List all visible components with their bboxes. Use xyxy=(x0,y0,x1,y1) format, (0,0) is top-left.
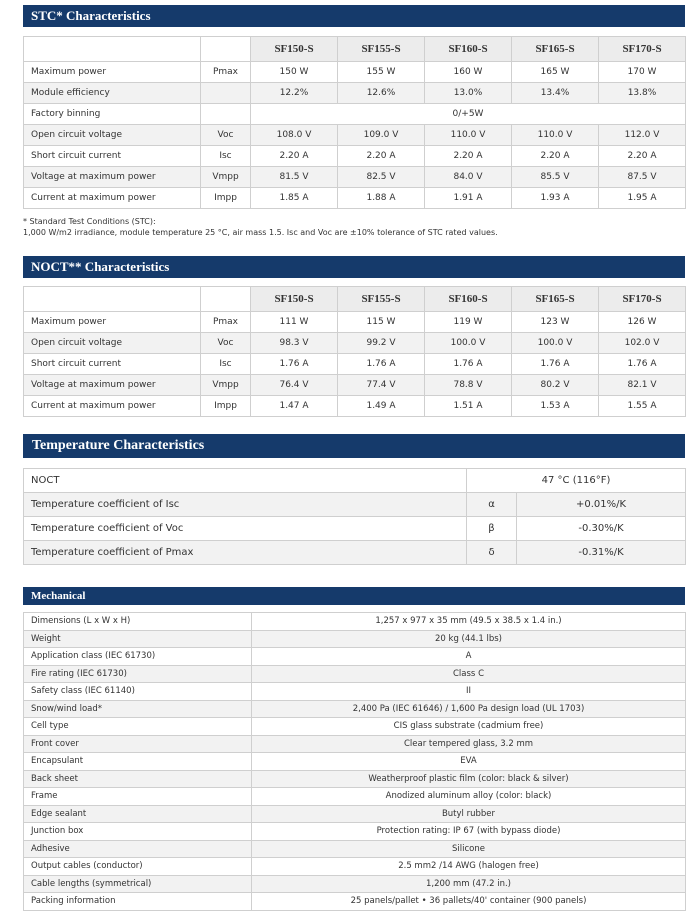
row-label: Open circuit voltage xyxy=(24,125,201,146)
model-header: SF155-S xyxy=(338,37,425,62)
value-cell: 1,200 mm (47.2 in.) xyxy=(252,875,686,893)
row-symbol: β xyxy=(467,517,517,541)
row-label: Module efficiency xyxy=(24,83,201,104)
value-cell: 1.85 A xyxy=(251,188,338,209)
row-label: Voltage at maximum power xyxy=(24,375,201,396)
table-row xyxy=(24,788,686,806)
noct-title: NOCT** Characteristics xyxy=(31,259,170,274)
value-cell: 1.76 A xyxy=(251,354,338,375)
value-cell: 80.2 V xyxy=(512,375,599,396)
noct-section-header xyxy=(23,256,685,278)
table-row xyxy=(24,613,686,631)
row-label: Maximum power xyxy=(24,62,201,83)
noct-header-row xyxy=(24,287,686,312)
model-header: SF160-S xyxy=(425,287,512,312)
table-row xyxy=(24,493,686,517)
table-row xyxy=(24,354,686,375)
table-row xyxy=(24,469,686,493)
value-cell: 1,257 x 977 x 35 mm (49.5 x 38.5 x 1.4 in.) xyxy=(252,613,686,631)
value-cell: 160 W xyxy=(425,62,512,83)
value-cell: 98.3 V xyxy=(251,333,338,354)
value-cell: 1.93 A xyxy=(512,188,599,209)
value-cell: 115 W xyxy=(338,312,425,333)
value-cell: 82.1 V xyxy=(599,375,686,396)
value-cell: 126 W xyxy=(599,312,686,333)
value-cell: 2.20 A xyxy=(425,146,512,167)
value-cell: 1.47 A xyxy=(251,396,338,417)
value-cell: 85.5 V xyxy=(512,167,599,188)
value-cell: 12.2% xyxy=(251,83,338,104)
value-cell: 2.20 A xyxy=(512,146,599,167)
row-label: Snow/wind load* xyxy=(24,700,252,718)
row-label: Cell type xyxy=(24,718,252,736)
row-label: Edge sealant xyxy=(24,805,252,823)
table-row xyxy=(24,753,686,771)
value-cell: 1.55 A xyxy=(599,396,686,417)
value-cell: EVA xyxy=(252,753,686,771)
row-label: Front cover xyxy=(24,735,252,753)
footnote-line: * Standard Test Conditions (STC): xyxy=(23,217,156,226)
blank-cell xyxy=(24,287,201,312)
table-row xyxy=(24,62,686,83)
table-row xyxy=(24,188,686,209)
value-cell: II xyxy=(252,683,686,701)
table-row xyxy=(24,735,686,753)
mechanical-table xyxy=(23,612,686,911)
table-row xyxy=(24,858,686,876)
value-cell: 1.51 A xyxy=(425,396,512,417)
row-label: Application class (IEC 61730) xyxy=(24,648,252,666)
row-label: Safety class (IEC 61140) xyxy=(24,683,252,701)
value-cell: -0.31%/K xyxy=(517,541,686,565)
table-row xyxy=(24,875,686,893)
row-symbol: Impp xyxy=(201,396,251,417)
value-cell-span: 0/+5W xyxy=(251,104,686,125)
value-cell: 76.4 V xyxy=(251,375,338,396)
value-cell: 111 W xyxy=(251,312,338,333)
value-cell: 100.0 V xyxy=(512,333,599,354)
value-cell: 2.20 A xyxy=(338,146,425,167)
row-symbol: Vmpp xyxy=(201,167,251,188)
model-header: SF150-S xyxy=(251,287,338,312)
row-label: Open circuit voltage xyxy=(24,333,201,354)
value-cell: 110.0 V xyxy=(512,125,599,146)
value-cell: 84.0 V xyxy=(425,167,512,188)
model-header: SF170-S xyxy=(599,37,686,62)
value-cell: 119 W xyxy=(425,312,512,333)
value-cell: 87.5 V xyxy=(599,167,686,188)
table-row xyxy=(24,333,686,354)
row-label: Temperature coefficient of Isc xyxy=(24,493,467,517)
table-row xyxy=(24,718,686,736)
value-cell: 1.53 A xyxy=(512,396,599,417)
table-row xyxy=(24,840,686,858)
table-row xyxy=(24,700,686,718)
table-row xyxy=(24,125,686,146)
value-cell: 2.20 A xyxy=(599,146,686,167)
value-cell: 1.76 A xyxy=(338,354,425,375)
value-cell: 47 °C (116°F) xyxy=(467,469,686,493)
table-row xyxy=(24,541,686,565)
table-row xyxy=(24,312,686,333)
mechanical-section-header xyxy=(23,587,685,605)
value-cell: 2.5 mm2 /14 AWG (halogen free) xyxy=(252,858,686,876)
value-cell: 1.88 A xyxy=(338,188,425,209)
value-cell: 25 panels/pallet • 36 pallets/40' container (900 panels) xyxy=(252,893,686,911)
row-label: Fire rating (IEC 61730) xyxy=(24,665,252,683)
value-cell: -0.30%/K xyxy=(517,517,686,541)
table-row xyxy=(24,893,686,911)
row-label: Short circuit current xyxy=(24,146,201,167)
value-cell: 1.91 A xyxy=(425,188,512,209)
value-cell: 81.5 V xyxy=(251,167,338,188)
model-header: SF165-S xyxy=(512,287,599,312)
value-cell: 77.4 V xyxy=(338,375,425,396)
row-label: Frame xyxy=(24,788,252,806)
value-cell: 112.0 V xyxy=(599,125,686,146)
value-cell: 1.76 A xyxy=(425,354,512,375)
model-header: SF155-S xyxy=(338,287,425,312)
row-label: Factory binning xyxy=(24,104,201,125)
value-cell: 78.8 V xyxy=(425,375,512,396)
value-cell: 1.76 A xyxy=(599,354,686,375)
footnote-line: 1,000 W/m2 irradiance, module temperature 25 °C, air mass 1.5. Isc and Voc are ±10% tolerance of STC rated values. xyxy=(23,228,498,237)
row-label: Weight xyxy=(24,630,252,648)
value-cell: 150 W xyxy=(251,62,338,83)
temperature-title: Temperature Characteristics xyxy=(32,438,205,453)
row-label: Output cables (conductor) xyxy=(24,858,252,876)
table-row xyxy=(24,805,686,823)
table-row xyxy=(24,683,686,701)
value-cell: 102.0 V xyxy=(599,333,686,354)
row-label: Cable lengths (symmetrical) xyxy=(24,875,252,893)
value-cell: 100.0 V xyxy=(425,333,512,354)
row-symbol: Voc xyxy=(201,125,251,146)
row-symbol xyxy=(201,83,251,104)
row-label: NOCT xyxy=(24,469,467,493)
blank-cell xyxy=(24,37,201,62)
value-cell: 1.76 A xyxy=(512,354,599,375)
temperature-section-header xyxy=(23,434,685,458)
value-cell: 1.49 A xyxy=(338,396,425,417)
row-label: Back sheet xyxy=(24,770,252,788)
value-cell: Anodized aluminum alloy (color: black) xyxy=(252,788,686,806)
value-cell: Silicone xyxy=(252,840,686,858)
table-row xyxy=(24,665,686,683)
row-label: Temperature coefficient of Voc xyxy=(24,517,467,541)
value-cell: 1.95 A xyxy=(599,188,686,209)
model-header: SF150-S xyxy=(251,37,338,62)
value-cell: Butyl rubber xyxy=(252,805,686,823)
stc-table xyxy=(23,36,686,209)
row-symbol: δ xyxy=(467,541,517,565)
stc-header-row xyxy=(24,37,686,62)
model-header: SF160-S xyxy=(425,37,512,62)
row-symbol: Isc xyxy=(201,354,251,375)
row-symbol: Isc xyxy=(201,146,251,167)
value-cell: Weatherproof plastic film (color: black & silver) xyxy=(252,770,686,788)
row-label: Voltage at maximum power xyxy=(24,167,201,188)
value-cell: Protection rating: IP 67 (with bypass diode) xyxy=(252,823,686,841)
value-cell: 108.0 V xyxy=(251,125,338,146)
stc-section-header xyxy=(23,5,685,27)
value-cell: 13.4% xyxy=(512,83,599,104)
value-cell: 2,400 Pa (IEC 61646) / 1,600 Pa design load (UL 1703) xyxy=(252,700,686,718)
row-symbol: α xyxy=(467,493,517,517)
model-header: SF165-S xyxy=(512,37,599,62)
value-cell: 165 W xyxy=(512,62,599,83)
row-symbol: Pmax xyxy=(201,312,251,333)
value-cell: 99.2 V xyxy=(338,333,425,354)
temperature-table xyxy=(23,468,686,565)
stc-footnote xyxy=(23,216,498,238)
value-cell: 12.6% xyxy=(338,83,425,104)
value-cell: 20 kg (44.1 lbs) xyxy=(252,630,686,648)
value-cell: A xyxy=(252,648,686,666)
blank-cell xyxy=(201,287,251,312)
table-row xyxy=(24,146,686,167)
value-cell: 13.8% xyxy=(599,83,686,104)
value-cell: 109.0 V xyxy=(338,125,425,146)
table-row xyxy=(24,375,686,396)
table-row xyxy=(24,823,686,841)
row-symbol xyxy=(201,104,251,125)
row-symbol: Vmpp xyxy=(201,375,251,396)
row-label: Temperature coefficient of Pmax xyxy=(24,541,467,565)
table-row xyxy=(24,104,686,125)
value-cell: 110.0 V xyxy=(425,125,512,146)
value-cell: 13.0% xyxy=(425,83,512,104)
row-symbol: Impp xyxy=(201,188,251,209)
value-cell: 2.20 A xyxy=(251,146,338,167)
row-label: Current at maximum power xyxy=(24,396,201,417)
value-cell: 155 W xyxy=(338,62,425,83)
model-header: SF170-S xyxy=(599,287,686,312)
row-label: Short circuit current xyxy=(24,354,201,375)
value-cell: Class C xyxy=(252,665,686,683)
blank-cell xyxy=(201,37,251,62)
value-cell: 170 W xyxy=(599,62,686,83)
stc-title: STC* Characteristics xyxy=(31,8,151,23)
table-row xyxy=(24,770,686,788)
row-label: Junction box xyxy=(24,823,252,841)
table-row xyxy=(24,396,686,417)
row-label: Encapsulant xyxy=(24,753,252,771)
value-cell: +0.01%/K xyxy=(517,493,686,517)
row-label: Adhesive xyxy=(24,840,252,858)
row-label: Current at maximum power xyxy=(24,188,201,209)
table-row xyxy=(24,648,686,666)
mechanical-title: Mechanical xyxy=(31,590,86,602)
table-row xyxy=(24,83,686,104)
row-symbol: Voc xyxy=(201,333,251,354)
table-row xyxy=(24,167,686,188)
row-label: Dimensions (L x W x H) xyxy=(24,613,252,631)
value-cell: 82.5 V xyxy=(338,167,425,188)
row-label: Maximum power xyxy=(24,312,201,333)
table-row xyxy=(24,630,686,648)
table-row xyxy=(24,517,686,541)
value-cell: 123 W xyxy=(512,312,599,333)
row-symbol: Pmax xyxy=(201,62,251,83)
noct-table xyxy=(23,286,686,417)
row-label: Packing information xyxy=(24,893,252,911)
value-cell: Clear tempered glass, 3.2 mm xyxy=(252,735,686,753)
value-cell: CIS glass substrate (cadmium free) xyxy=(252,718,686,736)
